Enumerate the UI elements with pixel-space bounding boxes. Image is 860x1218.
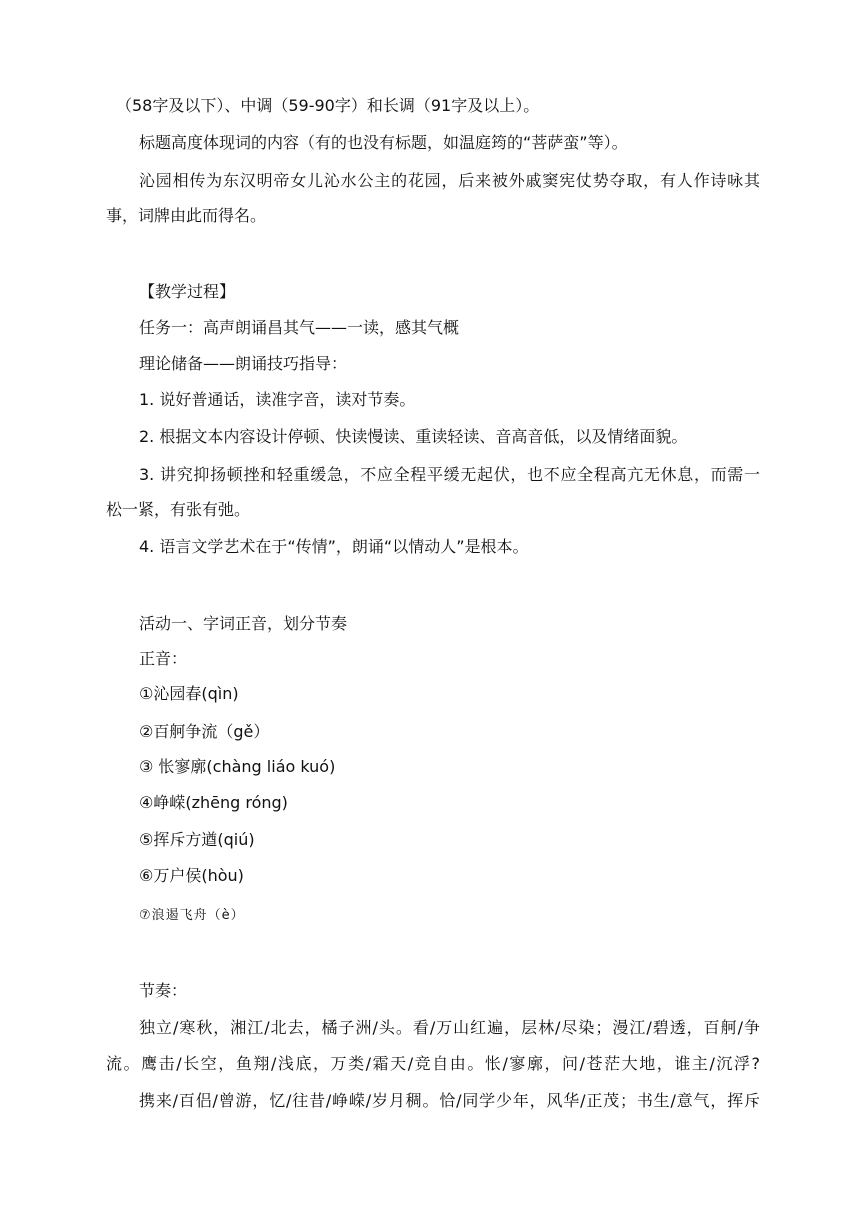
intro-line-2: 标题高度体现词的内容（有的也没有标题，如温庭筠的“菩萨蛮”等）。 [139,133,628,152]
pronunciation-item: ⑦浪遏飞舟（è） [139,908,245,923]
intro-line-3b: 事，词牌由此而得名。 [106,206,267,225]
pronunciation-item: ⑤挥斥方遒(qiú) [139,830,255,849]
tip-item-continued: 松一紧，有张有弛。 [106,500,251,519]
tip-item: 1. 说好普通话，读准字音，读对节奏。 [139,390,416,409]
rhythm-line: 独立/寒秋，湘江/北去，橘子洲/头。看/万山红遍，层林/尽染；漫江/碧透，百舸/争 [139,1018,760,1037]
pronunciation-item: ④峥嵘(zhēng róng) [139,793,288,812]
tip-item: 3. 讲究抑扬顿挫和轻重缓急，不应全程平缓无起伏，也不应全程高亢无休息，而需一 [139,465,760,484]
pronunciation-item: ⑥万户侯(hòu) [139,866,244,885]
intro-line-1: （58字及以下）、中调（59-90字）和长调（91字及以上）。 [116,96,540,115]
section-heading: 【教学过程】 [139,282,236,301]
activity-title: 活动一、字词正音，划分节奏 [139,614,348,633]
pronunciation-item: ③ 怅寥廓(chàng liáo kuó) [139,757,336,776]
task-one: 任务一：高声朗诵昌其气——一读，感其气概 [139,318,460,337]
pronunciation-label: 正音： [139,649,188,668]
rhythm-line: 携来/百侣/曾游，忆/往昔/峥嵘/岁月稠。恰/同学少年，风华/正茂；书生/意气，挥斥 [139,1091,760,1110]
pronunciation-item: ①沁园春(qìn) [139,684,239,703]
tip-item: 4. 语言文学艺术在于“传情”，朗诵“以情动人”是根本。 [139,537,529,556]
rhythm-label: 节奏： [139,981,188,1000]
tip-item: 2. 根据文本内容设计停顿、快读慢读、重读轻读、音高音低，以及情绪面貌。 [139,427,688,446]
intro-line-3a: 沁园相传为东汉明帝女儿沁水公主的花园，后来被外戚窦宪仗势夺取，有人作诗咏其 [139,171,760,190]
pronunciation-item: ②百舸争流（gě） [139,722,270,741]
rhythm-line: 流。鹰击/长空，鱼翔/浅底，万类/霜天/竞自由。怅/寥廓，问/苍茫大地，谁主/沉浮? [106,1054,760,1073]
theory-heading: 理论储备——朗诵技巧指导： [139,354,348,373]
